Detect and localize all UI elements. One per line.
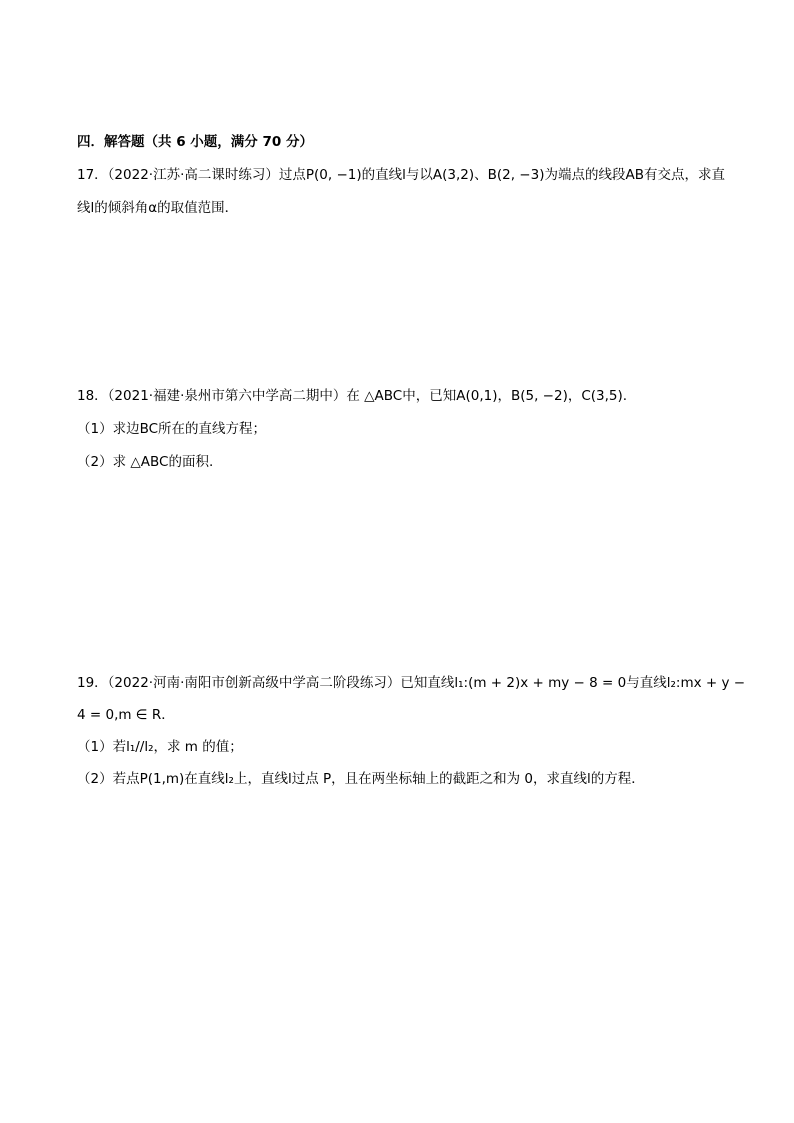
question-19-line-3: （1）若l₁//l₂，求 m 的值； [77, 739, 243, 755]
question-19-line-1: 19．（2022·河南·南阳市创新高级中学高二阶段练习）已知直线l₁:(m + 2)x + my − 8 = 0与直线l₂:mx + y − [77, 675, 746, 691]
question-17-line-1: 17．（2022·江苏·高二课时练习）过点P(0, −1)的直线l与以A(3,2)、B(2, −3)为端点的线段AB有交点，求直 [77, 167, 725, 183]
question-18-line-3: （2）求 △ABC的面积. [77, 454, 214, 470]
question-18-line-1: 18．（2021·福建·泉州市第六中学高二期中）在 △ABC中，已知A(0,1)，B(5, −2)，C(3,5). [77, 388, 628, 404]
question-17-line-2: 线l的倾斜角α的取值范围． [77, 200, 239, 216]
question-19-line-2: 4 = 0,m ∈ R． [77, 707, 175, 723]
section-title: 四．解答题（共 6 小题，满分 70 分） [77, 134, 313, 150]
question-19-line-4: （2）若点P(1,m)在直线l₂上，直线l过点 P，且在两坐标轴上的截距之和为 0，求直线l的方程． [77, 771, 645, 787]
question-18-line-2: （1）求边BC所在的直线方程； [77, 421, 267, 437]
